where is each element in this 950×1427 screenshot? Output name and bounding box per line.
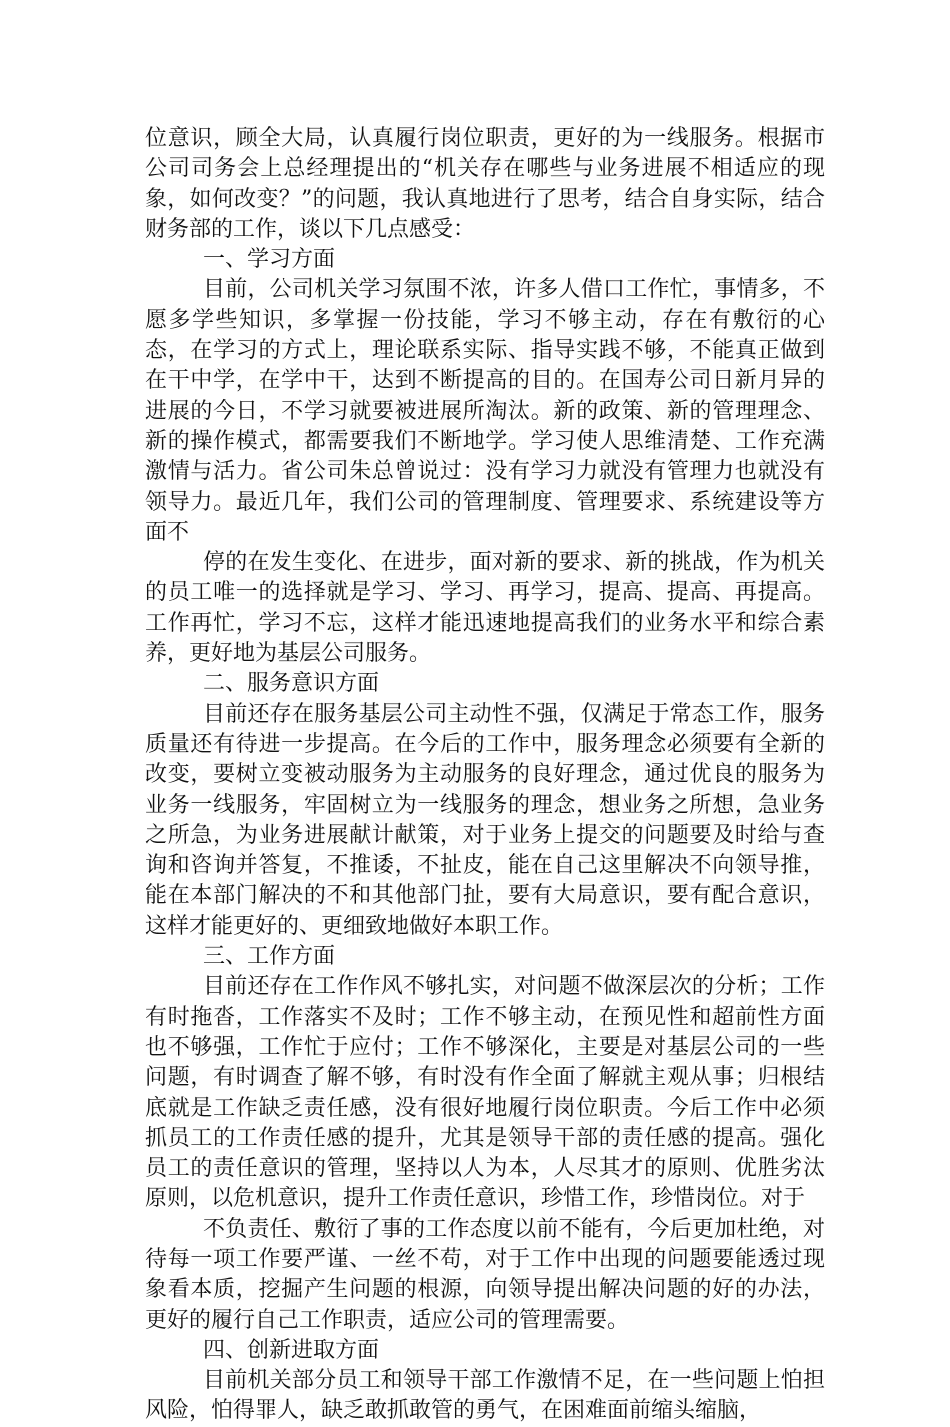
section-heading-service: 二、服务意识方面 <box>203 671 380 697</box>
section-heading-work: 三、工作方面 <box>203 944 336 970</box>
paragraph-study-1: 目前，公司机关学习氛围不浓，许多人借口工作忙，事情多，不愿多学些知识，多掌握一份技能，学习不够主动，存在有敷衍的心态，在学习的方式上，理论联系实际、指导实践不够，不能真正做到在干中学，在学中干，达到不断提高的目的。在国寿公司日新月异的进展的今日，不学习就要被进展所淘汰。新的政策、新的管理理念、新的操作模式，都需要我们不断地学。学习使人思维清楚、工作充满激情与活力。省公司朱总曾说过：没有学习力就没有管理力也就没有领导力。最近几年，我们公司的管理制度、管理要求、系统建设等方面不 <box>145 277 825 545</box>
paragraph-service: 目前还存在服务基层公司主动性不强，仅满足于常态工作，服务质量还有待进一步提高。在今后的工作中，服务理念必须要有全新的改变，要树立变被动服务为主动服务的良好理念，通过优良的服务为业务一线服务，牢固树立为一线服务的理念，想业务之所想，急业务之所急，为业务进展献计献策，对于业务上提交的问题要及时给与查询和咨询并答复，不推诿，不扯皮，能在自己这里解决不向领导推，能在本部门解决的不和其他部门扯，要有大局意识，要有配合意识，这样才能更好的、更细致地做好本职工作。 <box>145 701 825 939</box>
paragraph-work-2: 不负责任、敷衍了事的工作态度以前不能有，今后更加杜绝，对待每一项工作要严谨、一丝不苟，对于工作中出现的问题要能透过现象看本质，挖掘产生问题的根源，向领导提出解决问题的好的办法，更好的履行自己工作职责，适应公司的管理需要。 <box>145 1216 825 1333</box>
paragraph-study-2: 停的在发生变化、在进步，面对新的要求、新的挑战，作为机关的员工唯一的选择就是学习、学习、再学习，提高、提高、再提高。工作再忙，学习不忘，这样才能迅速地提高我们的业务水平和综合素养，更好地为基层公司服务。 <box>145 550 825 667</box>
section-heading-study: 一、学习方面 <box>203 247 336 273</box>
section-heading-innovation: 四、创新进取方面 <box>203 1337 380 1363</box>
paragraph-innovation: 目前机关部分员工和领导干部工作激情不足，在一些问题上怕担风险，怕得罪人，缺乏敢抓敢管的勇气，在困难面前缩头缩脑， <box>145 1368 825 1424</box>
document-body <box>145 124 825 1427</box>
paragraph-intro: 位意识，顾全大局，认真履行岗位职责，更好的为一线服务。根据市公司司务会上总经理提出的“机关存在哪些与业务进展不相适应的现象，如何改变？”的问题，我认真地进行了思考，结合自身实际，结合财务部的工作，谈以下几点感受： <box>145 126 825 242</box>
paragraph-work-1: 目前还存在工作作风不够扎实，对问题不做深层次的分析；工作有时拖沓，工作落实不及时；工作不够主动，在预见性和超前性方面也不够强，工作忙于应付；工作不够深化，主要是对基层公司的一些问题，有时调查了解不够，有时没有作全面了解就主观从事；归根结底就是工作缺乏责任感，没有很好地履行岗位职责。今后工作中必须抓员工的工作责任感的提升，尤其是领导干部的责任感的提高。强化员工的责任意识的管理，坚持以人为本，人尽其才的原则、优胜劣汰原则，以危机意识，提升工作责任意识，珍惜工作，珍惜岗位。对于 <box>145 974 825 1212</box>
